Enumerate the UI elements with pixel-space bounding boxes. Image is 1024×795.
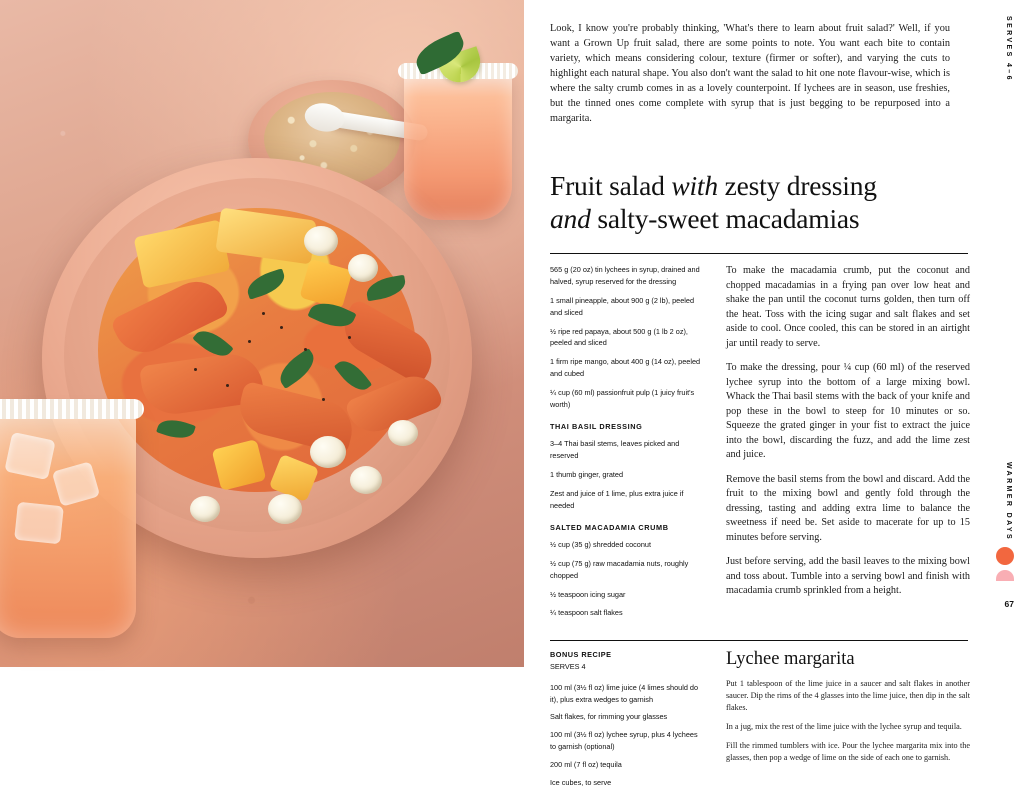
lychee-half: [348, 254, 378, 282]
margarita-glass-bottom: [0, 408, 136, 638]
title-part-2: zesty dressing: [717, 170, 877, 202]
ingredient-item: 1 thumb ginger, grated: [550, 469, 624, 479]
title-part-1: Fruit salad: [550, 170, 672, 202]
basil-leaf: [244, 268, 288, 299]
bonus-method-step: Fill the rimmed tumblers with ice. Pour the lychee margarita mix into the glasses, then pop a wedge of lime on the side of each one to garnish.: [726, 740, 970, 762]
ingredient-item: 1 small pineapple, about 900 g (2 lb), peeled and sliced: [550, 295, 695, 317]
ingredient-item: ½ cup (35 g) shredded coconut: [550, 540, 652, 550]
bonus-ingredient-item: 200 ml (7 fl oz) tequila: [550, 759, 622, 769]
title-divider: [550, 253, 968, 254]
ice-cube: [14, 502, 64, 545]
bonus-columns: [550, 649, 970, 794]
basil-leaf: [274, 348, 321, 389]
arch-mark-icon: [996, 570, 1014, 581]
title-italic-with: with: [671, 170, 718, 202]
title-part-3: salty-sweet macadamias: [590, 202, 860, 234]
decorative-marks: [996, 547, 1018, 581]
method-step: Just before serving, add the basil leaves to the mixing bowl and toss about. Tumble into a serving bowl and finish with macadamia crumb sprinkled from a height.: [726, 556, 970, 597]
bonus-recipe-section: [550, 640, 994, 794]
passionfruit-seed: [262, 312, 265, 315]
ingredient-item: 1 firm ripe mango, about 400 g (14 oz), peeled and cubed: [550, 357, 701, 379]
passionfruit-seed: [226, 384, 229, 387]
mango-cube: [299, 259, 352, 310]
passionfruit-seed: [194, 368, 197, 371]
ice-cube: [4, 432, 55, 480]
passionfruit-seed: [280, 326, 283, 329]
bonus-method-step: Put 1 tablespoon of the lime juice in a saucer and salt flakes in another saucer. Dip the rims of the 4 glasses into the lime juice, then dip in the salt flakes.: [726, 679, 970, 712]
bonus-ingredient-item: 100 ml (3½ fl oz) lychee syrup, plus 4 lychees to garnish (optional): [550, 730, 698, 752]
lychee-half: [268, 494, 302, 524]
ingredient-item: ¼ cup (60 ml) passionfruit pulp (1 juicy fruit's worth): [550, 387, 695, 409]
serves-vertical-label: SERVES 4–6: [1005, 16, 1012, 82]
recipe-title: [550, 170, 970, 235]
bonus-label: BONUS RECIPE: [550, 650, 612, 660]
ingredients-subheading-dressing: THAI BASIL DRESSING: [550, 422, 643, 432]
pineapple-slice: [215, 208, 316, 265]
method-step: To make the macadamia crumb, put the coconut and chopped macadamias in a frying pan over low heat and shake the pan until the coconut turns golden, then turn off the heat. Toss with the icing sugar and salt flakes and set aside to cool. Once cooled, this can be stored in an airtight jar until ready to serve.: [726, 265, 970, 349]
passionfruit-seed: [322, 398, 325, 401]
recipe-photograph: [0, 0, 524, 667]
lychee-half: [190, 496, 220, 522]
ingredient-item: ½ teaspoon icing sugar: [550, 589, 626, 599]
title-italic-and: and: [550, 202, 591, 234]
ingredient-item: 565 g (20 oz) tin lychees in syrup, drained and halved, syrup reserved for the dressing: [550, 265, 700, 287]
mango-cube: [212, 439, 267, 491]
ingredient-item: 3–4 Thai basil stems, leaves picked and reserved: [550, 439, 680, 461]
margarita-glass-top: [404, 70, 512, 220]
method-step: To make the dressing, pour ¼ cup (60 ml) of the reserved lychee syrup into the bottom of a large mixing bowl. Whack the Thai basil stems with the back of your knife and pop these in the bowl to steep for 10 minutes or so. Squeeze the grated ginger in your fist to extract the juice into the bowl, discarding the fuzz, and add the lime zest and juice.: [726, 362, 970, 461]
passionfruit-seed: [304, 348, 307, 351]
bonus-divider: [550, 640, 968, 641]
passionfruit-seed: [348, 336, 351, 339]
pineapple-slice: [134, 219, 231, 288]
bonus-serves: SERVES 4: [550, 662, 586, 672]
lychee-half: [310, 436, 346, 468]
bonus-ingredient-item: 100 ml (3½ fl oz) lime juice (4 limes should do it), plus extra wedges to garnish: [550, 682, 699, 704]
basil-leaf: [156, 415, 196, 443]
intro-paragraph: Look, I know you're probably thinking, 'What's there to learn about fruit salad?' Well, if you want a Grown Up fruit salad, there are some points to note. You want each bite to contain variety, which means considering colour, texture (firmer or softer), and varying the cuts to highlight each natural shape. You also don't want the salad to hit one note flavour-wise, which is where the salty crumb comes in as a lovely counterpoint. If lychees are in season, use freshies, but the tinned ones come complete with syrup that is just begging to be repurposed into a margarita.: [550, 23, 950, 124]
bonus-ingredient-item: Ice cubes, to serve: [550, 777, 612, 787]
method-column: [726, 264, 970, 626]
fruit-salad: [98, 208, 416, 492]
bonus-ingredients-column: [550, 649, 704, 794]
recipe-columns: [550, 264, 970, 626]
ingredient-item: ¼ teaspoon salt flakes: [550, 608, 623, 618]
bonus-ingredient-item: Salt flakes, for rimming your glasses: [550, 712, 668, 722]
recipe-page: [524, 0, 1024, 787]
section-vertical-label: WARMER DAYS: [1005, 461, 1012, 541]
ingredients-column: [550, 264, 704, 626]
ingredient-item: ½ cup (75 g) raw macadamia nuts, roughly chopped: [550, 558, 689, 580]
lychee-half: [350, 466, 382, 494]
bonus-method-step: In a jug, mix the rest of the lime juice with the lychee syrup and tequila.: [726, 721, 962, 731]
lychee-half: [388, 420, 418, 446]
method-step: Remove the basil stems from the bowl and discard. Add the fruit to the mixing bowl and gently fold through the dressing, tasting and adding extra lime to balance the sweetness if need be. Set aside to macerate for up to 15 minutes before serving.: [726, 473, 970, 543]
page-number: 67: [1004, 599, 1014, 609]
lychee-half: [304, 226, 338, 256]
ingredient-item: ½ ripe red papaya, about 500 g (1 lb 2 oz), peeled and sliced: [550, 326, 688, 348]
bonus-method-column: [726, 649, 970, 794]
circle-mark-icon: [996, 547, 1014, 565]
ingredients-subheading-crumb: SALTED MACADAMIA CRUMB: [550, 523, 669, 533]
bonus-recipe-title: Lychee margarita: [726, 649, 855, 670]
ingredient-item: Zest and juice of 1 lime, plus extra juice if needed: [550, 488, 684, 510]
ice-cube: [52, 461, 100, 507]
basil-leaf: [334, 355, 372, 397]
passionfruit-seed: [248, 340, 251, 343]
